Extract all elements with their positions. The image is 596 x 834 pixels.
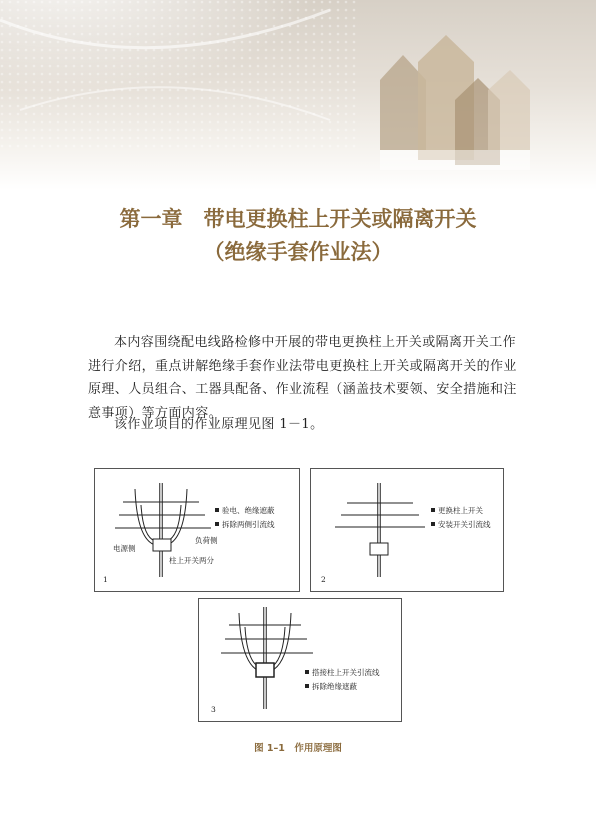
diagram-disconnect-leads	[95, 469, 299, 591]
figure-caption: 图 1–1 作用原理图	[254, 743, 342, 754]
figure-panel-1	[94, 468, 300, 592]
panel1-bullet-2: 拆除两侧引流线	[215, 519, 275, 530]
chapter-subtitle: （绝缘手套作业法）	[203, 240, 393, 264]
panel3-bullet-1: 搭接柱上开关引流线	[305, 667, 380, 678]
label-load-side: 负荷侧	[195, 536, 218, 545]
decorative-houses-graphic	[0, 0, 596, 190]
panel2-bullet-2: 安装开关引流线	[431, 519, 491, 530]
panel3-bullet-2: 拆除绝缘遮蔽	[305, 681, 357, 692]
figure-reference-paragraph: 该作业项目的作业原理见图 1－1。	[114, 417, 324, 432]
panel3-number: 3	[211, 705, 216, 714]
panel2-bullet-1: 更换柱上开关	[431, 505, 483, 516]
label-switch-open: 柱上开关两分	[169, 556, 214, 565]
figure-panel-2	[310, 468, 504, 592]
figure-panel-3	[198, 598, 402, 722]
diagram-replace-switch	[311, 469, 503, 591]
diagram-reconnect-leads	[199, 599, 401, 721]
panel1-bullet-1: 验电、绝缘遮蔽	[215, 505, 275, 516]
intro-paragraph: 本内容围绕配电线路检修中开展的带电更换柱上开关或隔离开关工作进行介绍，重点讲解绝缘手套作业法带电更换柱上开关或隔离开关的作业原理、人员组合、工器具配备、作业流程（涵盖技术要领、安全措施和注意事项）等方面内容。	[88, 335, 517, 421]
label-source-side: 电源侧	[113, 544, 136, 553]
header-banner	[0, 0, 596, 190]
panel1-number: 1	[103, 575, 108, 584]
chapter-title: 第一章 带电更换柱上开关或隔离开关	[119, 207, 477, 231]
panel2-number: 2	[321, 575, 326, 584]
